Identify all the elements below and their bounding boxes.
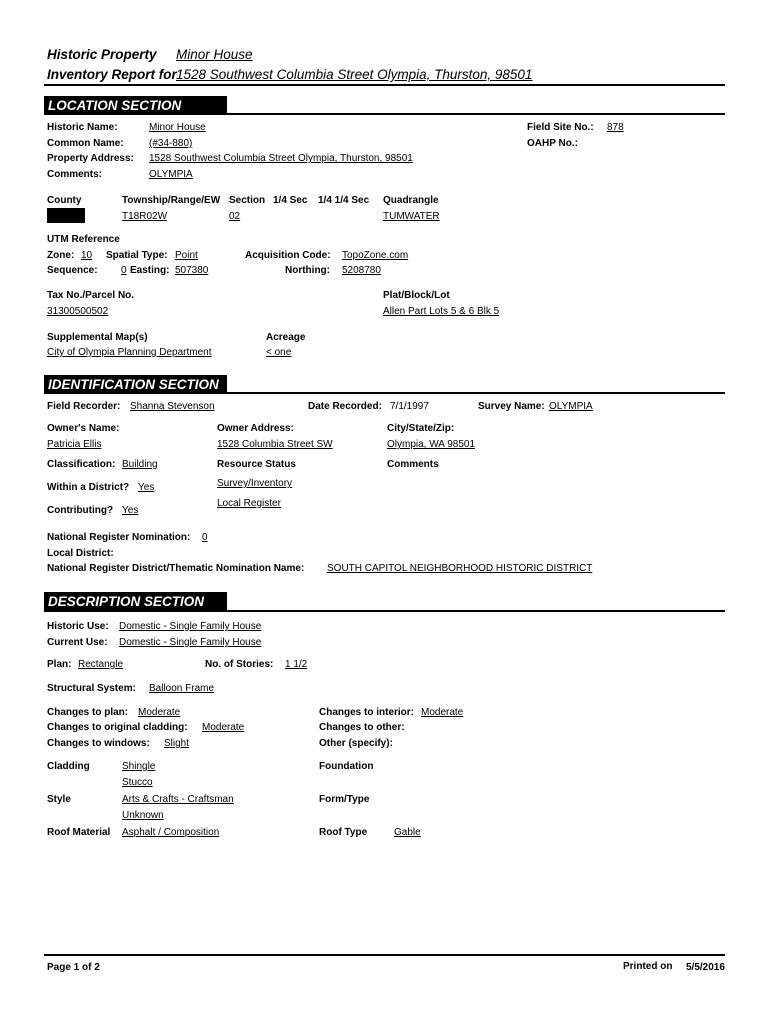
contributing-value: Yes (122, 505, 139, 516)
footer-rule (44, 954, 725, 956)
structural-system-label: Structural System: (47, 683, 136, 694)
city-state-zip-value: Olympia, WA 98501 (387, 439, 476, 450)
zone-label: Zone: (47, 250, 75, 261)
cladding-value-2: Stucco (122, 777, 153, 788)
page-number: Page 1 of 2 (47, 962, 100, 973)
header-rule (44, 84, 725, 86)
location-rule (44, 113, 725, 115)
historic-name-value: Minor House (149, 122, 206, 133)
style-value-2: Unknown (122, 810, 164, 821)
date-recorded-label: Date Recorded: (308, 401, 382, 412)
county-redaction (47, 208, 85, 223)
changes-plan-value: Moderate (138, 707, 181, 718)
supplemental-map-value: City of Olympia Planning Department (47, 347, 212, 358)
cladding-label: Cladding (47, 761, 90, 772)
stories-label: No. of Stories: (205, 659, 274, 670)
field-site-value: 878 (607, 122, 624, 133)
form-type-label: Form/Type (319, 794, 370, 805)
historic-property-value: Minor House (176, 47, 253, 62)
northing-label: Northing: (285, 265, 330, 276)
other-specify-label: Other (specify): (319, 738, 393, 749)
quadrangle-label: Quadrangle (383, 195, 439, 206)
identification-rule (44, 392, 725, 394)
utm-label: UTM Reference (47, 234, 120, 245)
changes-interior-label: Changes to interior: (319, 707, 415, 718)
sequence-value: 0 (121, 265, 127, 276)
quadrangle-value: TUMWATER (383, 211, 440, 222)
description-rule (44, 610, 725, 612)
northing-value: 5208780 (342, 265, 381, 276)
description-section-title: DESCRIPTION SECTION (44, 592, 227, 611)
common-name-value: (#34-880) (149, 138, 193, 149)
nr-district-value: SOUTH CAPITOL NEIGHBORHOOD HISTORIC DISTRICT (327, 563, 593, 574)
current-use-label: Current Use: (47, 637, 108, 648)
national-register-label: National Register Nomination: (47, 532, 191, 543)
acquisition-code-label: Acquisition Code: (245, 250, 331, 261)
local-district-label: Local District: (47, 548, 114, 559)
survey-name-value: OLYMPIA (549, 401, 593, 412)
section-value: 02 (229, 211, 241, 222)
changes-plan-label: Changes to plan: (47, 707, 129, 718)
printed-on-label: Printed on (623, 961, 673, 972)
within-district-label: Within a District? (47, 482, 130, 493)
owner-name-value: Patricia Ellis (47, 439, 102, 450)
historic-use-label: Historic Use: (47, 621, 109, 632)
changes-interior-value: Moderate (421, 707, 464, 718)
county-label: County (47, 195, 82, 206)
style-label: Style (47, 794, 71, 805)
id-comments-label: Comments (387, 459, 439, 470)
identification-section-title: IDENTIFICATION SECTION (44, 375, 227, 394)
changes-other-label: Changes to other: (319, 722, 405, 733)
oahp-label: OAHP No.: (527, 138, 578, 149)
property-address-value: 1528 Southwest Columbia Street Olympia, Thurston, 98501 (149, 153, 413, 164)
easting-label: Easting: (130, 265, 170, 276)
zone-value: 10 (81, 250, 93, 261)
structural-system-value: Balloon Frame (149, 683, 215, 694)
current-use-value: Domestic - Single Family House (119, 637, 262, 648)
changes-cladding-label: Changes to original cladding: (47, 722, 188, 733)
supplemental-map-label: Supplemental Map(s) (47, 332, 148, 343)
roof-type-label: Roof Type (319, 827, 368, 838)
changes-windows-label: Changes to windows: (47, 738, 150, 749)
comments-value: OLYMPIA (149, 169, 193, 180)
foundation-label: Foundation (319, 761, 374, 772)
plat-block-lot-value: Allen Part Lots 5 & 6 Blk 5 (383, 306, 500, 317)
field-recorder-label: Field Recorder: (47, 401, 121, 412)
comments-label: Comments: (47, 169, 103, 180)
style-value-1: Arts & Crafts - Craftsman (122, 794, 234, 805)
inventory-report-label: Inventory Report for (47, 67, 177, 82)
cladding-value-1: Shingle (122, 761, 156, 772)
easting-value: 507380 (175, 265, 209, 276)
date-recorded-value: 7/1/1997 (390, 401, 429, 412)
changes-cladding-value: Moderate (202, 722, 245, 733)
field-recorder-value: Shanna Stevenson (130, 401, 215, 412)
stories-value: 1 1/2 (285, 659, 308, 670)
plat-block-lot-label: Plat/Block/Lot (383, 290, 450, 301)
tax-parcel-value: 31300500502 (47, 306, 109, 317)
resource-status-1: Survey/Inventory (217, 478, 293, 489)
printed-on-date: 5/5/2016 (686, 962, 725, 973)
field-site-label: Field Site No.: (527, 122, 594, 133)
spatial-type-value: Point (175, 250, 198, 261)
plan-label: Plan: (47, 659, 72, 670)
inventory-report-value: 1528 Southwest Columbia Street Olympia, Thurston, 98501 (176, 67, 533, 82)
roof-material-label: Roof Material (47, 827, 111, 838)
property-address-label: Property Address: (47, 153, 134, 164)
historic-property-label: Historic Property (47, 47, 157, 62)
section-label: Section (229, 195, 266, 206)
nr-district-label: National Register District/Thematic Nomination Name: (47, 563, 305, 574)
plan-value: Rectangle (78, 659, 124, 670)
trs-value: T18R02W (122, 211, 168, 222)
contributing-label: Contributing? (47, 505, 114, 516)
common-name-label: Common Name: (47, 138, 124, 149)
historic-name-label: Historic Name: (47, 122, 118, 133)
acreage-value: < one (266, 347, 292, 358)
within-district-value: Yes (138, 482, 155, 493)
national-register-value: 0 (202, 532, 208, 543)
classification-value: Building (122, 459, 158, 470)
owner-address-label: Owner Address: (217, 423, 294, 434)
survey-name-label: Survey Name: (478, 401, 545, 412)
historic-use-value: Domestic - Single Family House (119, 621, 262, 632)
resource-status-2: Local Register (217, 498, 281, 509)
tax-parcel-label: Tax No./Parcel No. (47, 290, 135, 301)
location-section-title: LOCATION SECTION (44, 96, 227, 115)
sequence-label: Sequence: (47, 265, 98, 276)
owner-name-label: Owner's Name: (47, 423, 120, 434)
city-state-zip-label: City/State/Zip: (387, 423, 455, 434)
classification-label: Classification: (47, 459, 116, 470)
acreage-label: Acreage (266, 332, 306, 343)
spatial-type-label: Spatial Type: (106, 250, 168, 261)
owner-address-value: 1528 Columbia Street SW (217, 439, 333, 450)
acquisition-code-value: TopoZone.com (342, 250, 409, 261)
roof-type-value: Gable (394, 827, 421, 838)
quarter-sec-label: 1/4 Sec (273, 195, 308, 206)
roof-material-value: Asphalt / Composition (122, 827, 220, 838)
resource-status-label: Resource Status (217, 459, 296, 470)
trs-label: Township/Range/EW (122, 195, 221, 206)
changes-windows-value: Slight (164, 738, 190, 749)
quarter-quarter-sec-label: 1/4 1/4 Sec (318, 195, 370, 206)
